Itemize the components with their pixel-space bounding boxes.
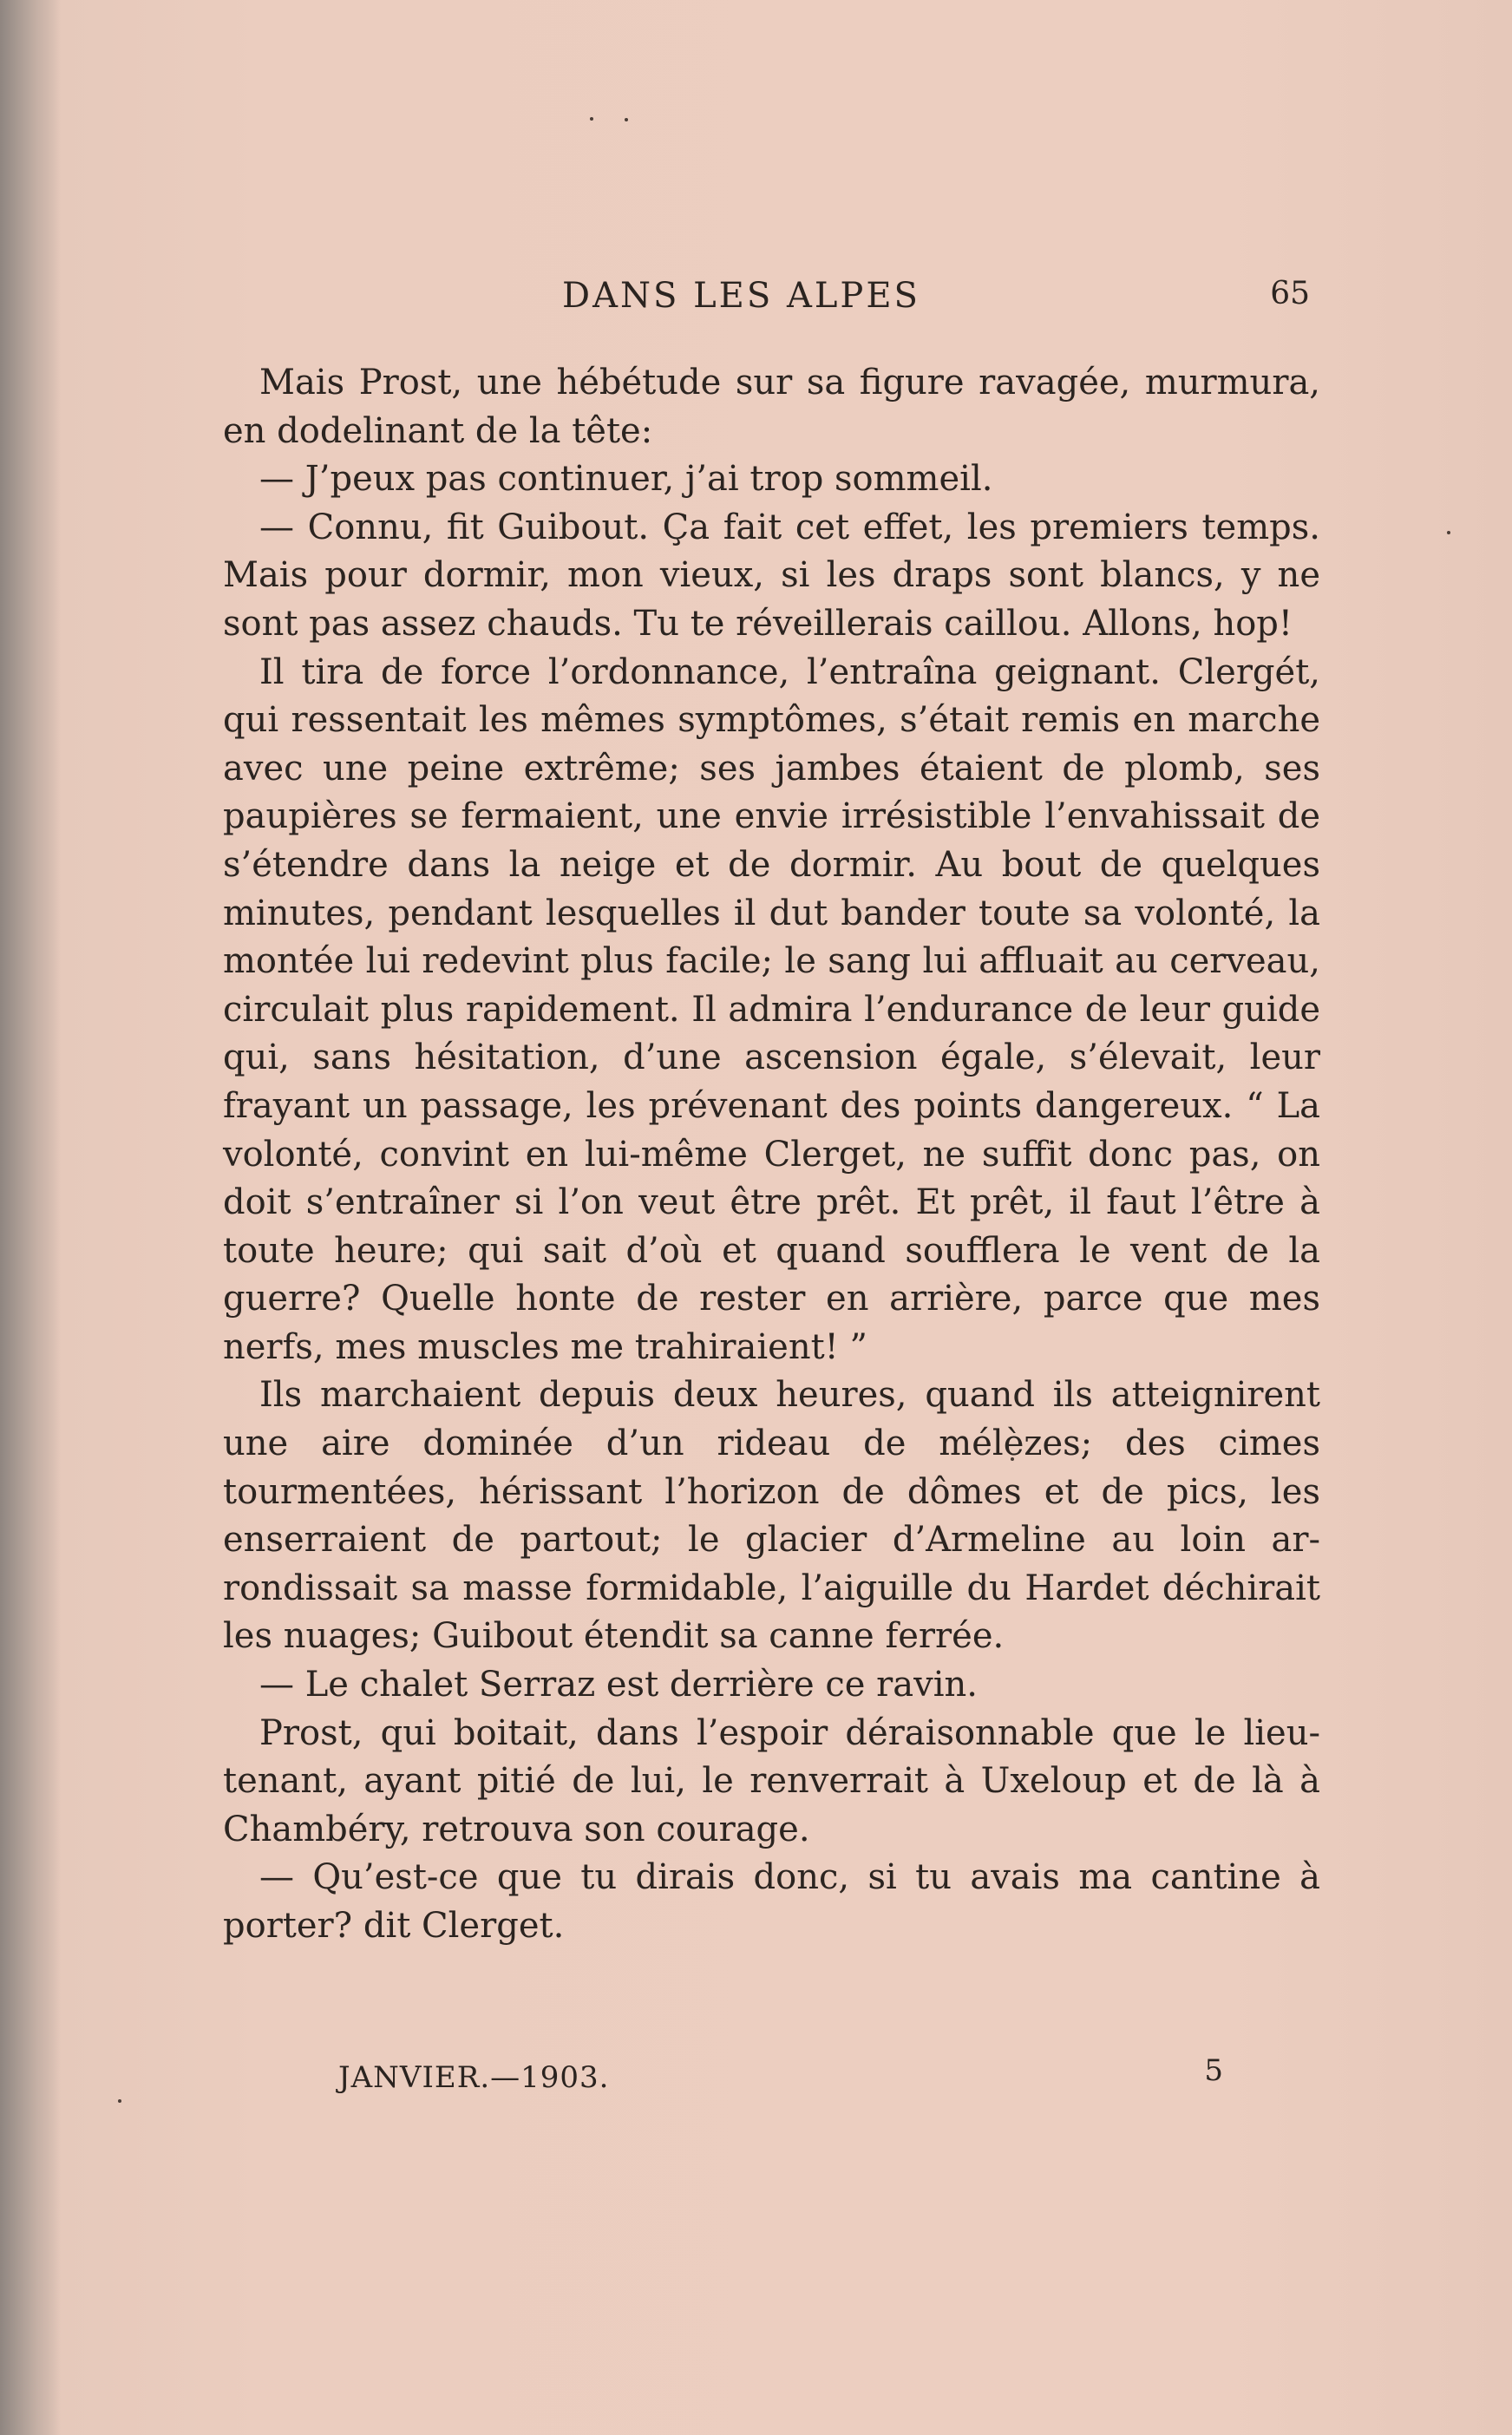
paragraph: Prost, qui boitait, dans l’espoir déraisonnable que le lieutenant, ayant pitié de lui, le renverrait à Uxeloup et de là à Chambéry, retrouva son courage.: [223, 1712, 1320, 1849]
page-footer: [338, 2053, 1223, 2104]
paragraph: Il tira de force l’ordonnance, l’entraîna geignant. Clergét, qui ressentait les mêmes symptômes, s’était remis en marche avec une peine extrême; ses jambes étaient de plomb, ses paupières se fermaient, une envie irrésistible l’envahissait de s’étendre dans la neige et de dormir. Au bout de quelques minutes, pendant lesquelles il dut bander toute sa volonté, la montée lui redevint plus facile; le sang lui affluait au cerveau, circulait plus rapidement. Il admira l’endurance de leur guide qui, sans hésitation, d’une ascension égale, s’élevait, leur frayant un passage, les prévenant des points dangereux. “ La volonté, convint en lui-même Clerget, ne suffit donc pas, on doit s’entraîner si l’on veut être prêt. Et prêt, il faut l’être à toute heure; qui sait d’où et quand soufflera le vent de la guerre? Quelle honte de rester en arrière, parce que mes nerfs, mes muscles me trahiraient! ”: [223, 651, 1320, 1367]
body-text: [223, 359, 1320, 1951]
signature-mark: 5: [1204, 2053, 1223, 2088]
paragraph: — J’peux pas continuer, j’ai trop sommeil.: [259, 459, 993, 500]
paragraph: — Qu’est-ce que tu dirais donc, si tu avais ma cantine à porter? dit Clerget.: [223, 1857, 1320, 1946]
paragraph: Mais Prost, une hébétude sur sa figure ravagée, murmura, en dodelinant de la tête:: [223, 363, 1320, 451]
binding-gutter: [0, 0, 61, 2435]
paragraph: — Le chalet Serraz est derrière ce ravin.: [259, 1665, 978, 1705]
running-head: DANS LES ALPES: [562, 276, 920, 316]
paper-speck: [590, 117, 593, 121]
signature-line: JANVIER.—1903.: [338, 2060, 610, 2095]
page-number: 65: [1270, 276, 1310, 311]
paper-speck: [118, 2099, 121, 2103]
paragraph: — Connu, fit Guibout. Ça fait cet effet, les premiers temps. Mais pour dormir, mon vieux, si les draps sont blancs, y ne sont pas assez chauds. Tu te réveillerais caillou. Allons, hop!: [223, 507, 1320, 644]
paper-speck: [1447, 531, 1450, 534]
paper-speck: [625, 118, 628, 121]
page-header: [226, 276, 1310, 328]
paragraph: Ils marchaient depuis deux heures, quand ils atteignirent une aire dominée d’un rideau de mélèzes; des cimes tourmentées, hérissant l’horizon de dômes et de pics, les enserraient de partout; le glacier d’Armeline au loin arrondissait sa masse formidable, l’aiguille du Hardet déchirait les nuages; Guibout étendit sa canne ferrée.: [223, 1375, 1320, 1657]
